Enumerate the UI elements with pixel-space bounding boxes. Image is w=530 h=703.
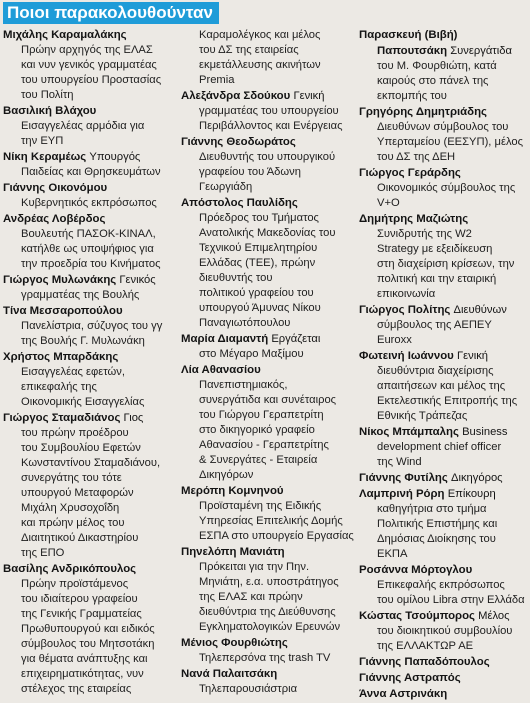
- person-name-line: [181, 667, 349, 682]
- person-name-line: [181, 196, 349, 211]
- person-description-line: απαιτήσεων και μέλος της: [377, 380, 506, 392]
- column-1: [3, 28, 171, 703]
- person-role-start: Γενική: [456, 350, 489, 362]
- person-description-line: της ΕΛΑΣ και πρώην: [199, 591, 303, 603]
- person-name-line: [359, 44, 527, 59]
- person-name: Γιώργος Γεράρδης: [359, 167, 461, 179]
- person-description-line: Κωνσταντίνου Σταμαδιάνου,: [21, 457, 161, 469]
- person-description-line: Αθανασίου - Γεραπετρίτης: [199, 439, 329, 451]
- person-name-line: [359, 28, 527, 43]
- person-name-line: [359, 425, 527, 440]
- person-description-line: της ΕΛΛΑΚΤΩΡ ΑΕ: [377, 640, 474, 652]
- person-description-line: Euroxx: [377, 334, 412, 346]
- person-description-line: Ελλάδας (ΤΕΕ), πρώην: [199, 257, 316, 269]
- person-role-start: Επίκουρη: [447, 488, 496, 500]
- person-name-line: [181, 89, 349, 104]
- person-description-line: Οικονομικής Εισαγγελίας: [21, 396, 145, 408]
- person-description-line: Οικονομικός σύμβουλος της: [377, 182, 516, 194]
- person-entry: [3, 212, 171, 272]
- person-entry: [181, 545, 349, 635]
- person-entry: [3, 104, 171, 149]
- person-entry: [359, 471, 527, 486]
- person-role-start: Γιος: [123, 412, 144, 424]
- person-entry: [181, 332, 349, 362]
- person-name: Αλεξάνδρα Σδούκου: [181, 90, 291, 102]
- person-description-line: Διευθυντής του υπουργικού: [199, 151, 336, 163]
- person-description-line: Τηλεπερσόνα της trash TV: [199, 652, 331, 664]
- person-description-line: Παιδείας και Θρησκευμάτων: [21, 166, 161, 178]
- person-name: Γιώργος Πολίτης: [359, 304, 451, 316]
- person-description-line: στο Μέγαρο Μαξίμου: [199, 348, 304, 360]
- person-description-line: Τεχνικού Επιμελητηρίου: [199, 242, 318, 254]
- person-name-line: [3, 273, 171, 288]
- person-description-line: Πρωθυπουργού και ειδικός: [21, 623, 155, 635]
- person-description-line: επικοινωνία: [377, 288, 436, 300]
- person-description-line: διευθύντρια διαχείρισης: [377, 365, 494, 377]
- person-description-line: Πρώην αρχηγός της ΕΛΑΣ: [21, 44, 153, 56]
- person-description-line: διευθύντρια της Διεύθυνσης: [199, 606, 336, 618]
- person-entry: [3, 411, 171, 561]
- person-entry: [181, 636, 349, 666]
- person-name-line: [3, 104, 171, 119]
- person-name: Νίκος Μπάμπαλης: [359, 426, 459, 438]
- person-name-line: [3, 304, 171, 319]
- person-description-line: Πρόεδρος του Τμήματος: [199, 212, 319, 224]
- person-role-start: Γενικός: [119, 274, 156, 286]
- person-description-line: ΕΚΠΑ: [377, 548, 408, 560]
- person-name-line: [359, 212, 527, 227]
- person-description-line: του Μ. Φουρθιώτη, κατά: [377, 60, 497, 72]
- person-description-line: του υπουργείου Προστασίας: [21, 74, 162, 86]
- person-entry: [359, 425, 527, 470]
- person-description-line: του διοικητικού συμβουλίου: [377, 625, 513, 637]
- person-name-line: [359, 655, 527, 670]
- person-entry: [359, 687, 527, 702]
- person-name: Γιάννης Οικονόμου: [3, 182, 108, 194]
- person-description-line: Εθνικής Τράπεζας: [377, 410, 468, 422]
- person-name-line: [181, 332, 349, 347]
- person-entry: [359, 166, 527, 211]
- person-entry: [181, 28, 349, 88]
- person-description-line: Πανελίστρια, σύζυγος του γγ: [21, 320, 163, 332]
- person-description-line: κατήλθε ως υποψήφιος για: [21, 243, 154, 255]
- person-name-line: [3, 562, 171, 577]
- person-description-line: και πρώην μέλος του: [21, 517, 125, 529]
- person-name: Δημήτρης Μαζιώτης: [359, 213, 469, 225]
- person-name: Λία Αθανασίου: [181, 364, 261, 376]
- person-description-line: Προϊσταμένη της Ειδικής: [199, 500, 322, 512]
- person-description-line: Περιβάλλοντος και Ενέργειας: [199, 120, 343, 132]
- person-role-start: Υπουργός: [89, 151, 141, 163]
- person-description-line: του Γιώργου Γεραπετρίτη: [199, 409, 324, 421]
- person-description-line: την ΕΥΠ: [21, 135, 64, 147]
- person-name: Απόστολος Παυλίδης: [181, 197, 298, 209]
- person-name: Χρήστος Μπαρδάκης: [3, 351, 119, 363]
- person-description-line: εκπομπής του: [377, 90, 447, 102]
- person-name: Μένιος Φουρθιώτης: [181, 637, 288, 649]
- person-description-line: εκμετάλλευσης ακινήτων: [199, 59, 321, 71]
- person-description-line: Πολιτικής Επιστήμης και: [377, 518, 498, 530]
- person-description-line: σύμβουλος του Μητσοτάκη: [21, 638, 155, 650]
- person-name-line: [359, 349, 527, 364]
- person-description-line: καθηγήτρια στο τμήμα: [377, 503, 487, 515]
- person-description-line: της Βουλής Γ. Μυλωνάκη: [21, 335, 145, 347]
- person-role-start: Διευθύνων: [453, 304, 507, 316]
- person-name-line: [181, 636, 349, 651]
- person-description-line: Εισαγγελέας εφετών,: [21, 366, 125, 378]
- person-description-line: επιχειρηματικότητας, νυν: [21, 668, 144, 680]
- person-name-line: [181, 363, 349, 378]
- person-description-line: πολιτικού γραφείου του: [199, 287, 314, 299]
- person-entry: [181, 667, 349, 697]
- person-description-line: της Γενικής Γραμματείας: [21, 608, 142, 620]
- person-description-line: Δικηγόρων: [199, 469, 254, 481]
- person-name: Παρασκευή (Βιβή): [359, 29, 458, 41]
- person-name: Γιώργος Σταμαδιάνος: [3, 412, 121, 424]
- person-entry: [359, 655, 527, 670]
- person-role-start: Δικηγόρος: [450, 472, 503, 484]
- person-description-line: Μιχάλη Χρυσοχοΐδη: [21, 502, 120, 514]
- person-name: Μιχάλης Καραμαλάκης: [3, 29, 127, 41]
- person-entry: [359, 609, 527, 654]
- person-name-line: [3, 181, 171, 196]
- person-description-line: της Wind: [377, 456, 422, 468]
- person-name: Βασίλης Ανδρικόπουλος: [3, 563, 137, 575]
- person-description-line: Καραμολέγκος και μέλος: [199, 29, 321, 41]
- person-name-line: [181, 135, 349, 150]
- person-description-line: Εκτελεστικής Επιτροπής της: [377, 395, 518, 407]
- person-role-start: Εργάζεται: [271, 333, 321, 345]
- person-entry: [181, 135, 349, 195]
- person-name-line: [359, 471, 527, 486]
- person-description-line: Εγκληματολογικών Ερευνών: [199, 621, 341, 633]
- person-name: Μαρία Διαμαντή: [181, 333, 269, 345]
- person-description-line: για θέματα ανάπτυξης και: [21, 653, 148, 665]
- person-name-line: [359, 487, 527, 502]
- person-name: Ροσάννα Μόρτογλου: [359, 564, 473, 576]
- section-title: Ποιοι παρακολουθούνταν: [3, 2, 219, 24]
- person-name-line: [181, 484, 349, 499]
- person-name: Νίκη Κεραμέως: [3, 151, 87, 163]
- person-name: Μερόπη Κομνηνού: [181, 485, 284, 497]
- person-name: Βασιλική Βλάχου: [3, 105, 97, 117]
- person-name: Λαμπρινή Ρόρη: [359, 488, 445, 500]
- person-entry: [181, 484, 354, 544]
- person-name: Γιώργος Μυλωνάκης: [3, 274, 117, 286]
- person-description-line: επικεφαλής της: [21, 381, 97, 393]
- person-description-line: Εισαγγελέας αρμόδια για: [21, 120, 145, 132]
- columns: [3, 28, 527, 703]
- person-description-line: υπουργού Μεταφορών: [21, 487, 134, 499]
- person-name-line: [3, 150, 171, 165]
- person-entry: [181, 363, 349, 483]
- person-description-line: γραμματέας της Βουλής: [21, 289, 140, 301]
- person-description-line: Υπερταμείου (ΕΕΣΥΠ), μέλος: [377, 136, 523, 148]
- person-description-line: του Συμβουλίου Εφετών: [21, 442, 141, 454]
- person-description-line: ΕΣΠΑ στο υπουργείο Εργασίας: [199, 530, 354, 542]
- column-3: [359, 28, 527, 703]
- person-description-line: Διευθύνων σύμβουλος του: [377, 121, 509, 133]
- person-description-line: Strategy με εξειδίκευση: [377, 243, 493, 255]
- person-description-line: καιρούς στο πάνελ της: [377, 75, 489, 87]
- person-name: Γιάννης Φυτίλης: [359, 472, 448, 484]
- person-name-line: [359, 303, 527, 318]
- column-2: [181, 28, 354, 703]
- person-name-line: [181, 545, 349, 560]
- person-description-line: V+O: [377, 197, 400, 209]
- person-name: Παπουτσάκη: [377, 45, 448, 57]
- person-description-line: Γεωργιάδη: [199, 181, 253, 193]
- person-entry: [3, 181, 171, 211]
- person-description-line: του ΔΣ της εταιρείας: [199, 44, 299, 56]
- person-description-line: του ΔΣ της ΔΕΗ: [377, 151, 456, 163]
- person-entry: [3, 150, 171, 180]
- person-name-line: [359, 563, 527, 578]
- person-name: Γιάννης Παπαδόπουλος: [359, 656, 490, 668]
- person-entry: [359, 212, 527, 302]
- person-description-line: Πρώην προϊστάμενος: [21, 578, 129, 590]
- person-role-start: Συνεργάτιδα: [450, 45, 512, 57]
- person-name: Πηνελόπη Μανιάτη: [181, 546, 285, 558]
- person-entry: [359, 563, 527, 608]
- person-entry: [3, 273, 171, 303]
- person-description-line: στο δικηγορικό γραφείο: [199, 424, 315, 436]
- person-entry: [3, 28, 171, 103]
- person-name: Ανδρέας Λοβέρδος: [3, 213, 106, 225]
- person-name-line: [3, 212, 171, 227]
- person-name: Κώστας Τσούμπορος: [359, 610, 475, 622]
- person-entry: [359, 349, 527, 424]
- person-description-line: Μηνιάτη, ε.α. υποστράτηγος: [199, 576, 339, 588]
- person-description-line: υπουργού Άμυνας Νίκου: [199, 302, 321, 314]
- person-name: Γιάννης Θεοδωράτος: [181, 136, 296, 148]
- person-description-line: συνεργάτιδα και συνέταιρος: [199, 394, 337, 406]
- person-name-line: [3, 28, 171, 43]
- person-description-line: στέλεχος της εταιρείας: [21, 683, 132, 695]
- person-name-line: [359, 105, 527, 120]
- person-entry: [181, 89, 349, 134]
- person-description-line: του ομίλου Libra στην Ελλάδα: [377, 594, 525, 606]
- person-name: Τίνα Μεσσαροπούλου: [3, 305, 123, 317]
- person-entry: [359, 44, 527, 104]
- person-entry: [3, 562, 171, 697]
- person-description-line: development chief officer: [377, 441, 502, 453]
- person-description-line: Κυβερνητικός εκπρόσωπος: [21, 197, 157, 209]
- person-description-line: & Συνεργάτες - Εταιρεία: [199, 454, 318, 466]
- person-name-line: [359, 609, 527, 624]
- person-description-line: του ιδιαίτερου γραφείου: [21, 593, 138, 605]
- person-name: Γρηγόρης Δημητριάδης: [359, 106, 487, 118]
- person-description-line: του Πολίτη: [21, 89, 74, 101]
- person-description-line: Διαιτητικού Δικαστηρίου: [21, 532, 139, 544]
- person-entry: [359, 487, 527, 562]
- person-description-line: Δημόσιας Διοίκησης του: [377, 533, 496, 545]
- person-name: Νανά Παλαιτσάκη: [181, 668, 278, 680]
- person-entry: [359, 303, 527, 348]
- person-description-line: και νυν γενικός γραμματέας: [21, 59, 157, 71]
- person-description-line: Παναγιωτόπουλου: [199, 317, 291, 329]
- person-description-line: σύμβουλος της ΑΕΠΕΥ: [377, 319, 492, 331]
- person-description-line: Συνιδρυτής της W2: [377, 228, 472, 240]
- person-description-line: Επικεφαλής εκπρόσωπος: [377, 579, 505, 591]
- person-entry: [3, 350, 171, 410]
- person-description-line: στη διαχείριση κρίσεων, την: [377, 258, 515, 270]
- person-role-start: Μέλος: [478, 610, 510, 622]
- person-description-line: πολιτική και την εταιρική: [377, 273, 497, 285]
- person-description-line: Βουλευτής ΠΑΣΟΚ-ΚΙΝΑΛ,: [21, 228, 156, 240]
- person-description-line: Premia: [199, 74, 235, 86]
- person-description-line: Πανεπιστημιακός,: [199, 379, 288, 391]
- person-description-line: γραφείου του Άδωνη: [199, 166, 301, 178]
- person-description-line: Ανατολικής Μακεδονίας του: [199, 227, 336, 239]
- person-name: Φωτεινή Ιωάννου: [359, 350, 454, 362]
- person-role-start: Γενική: [293, 90, 325, 102]
- person-name: Γιάννης Αστραπός: [359, 672, 461, 684]
- person-description-line: την προεδρία του Κινήματος: [21, 258, 161, 270]
- person-description-line: διευθυντής του: [199, 272, 273, 284]
- person-name-line: [359, 687, 527, 702]
- person-description-line: συνεργάτης του τότε: [21, 472, 122, 484]
- person-name-line: [359, 166, 527, 181]
- person-entry: [181, 196, 349, 331]
- person-description-line: Πρόκειται για την Πην.: [199, 561, 310, 573]
- person-name: Άννα Αστρινάκη: [359, 688, 448, 700]
- person-entry: [359, 28, 527, 43]
- person-role-start: Business: [462, 426, 508, 438]
- person-description-line: γραμματέας του υπουργείου: [199, 105, 339, 117]
- person-description-line: Υπηρεσίας Επιτελικής Δομής: [199, 515, 343, 527]
- person-description-line: του πρώην προέδρου: [21, 427, 129, 439]
- person-entry: [3, 304, 171, 349]
- person-description-line: της ΕΠΟ: [21, 547, 65, 559]
- person-entry: [359, 105, 527, 165]
- person-name-line: [3, 411, 171, 426]
- person-description-line: Τηλεπαρουσιάστρια: [199, 683, 298, 695]
- person-name-line: [3, 350, 171, 365]
